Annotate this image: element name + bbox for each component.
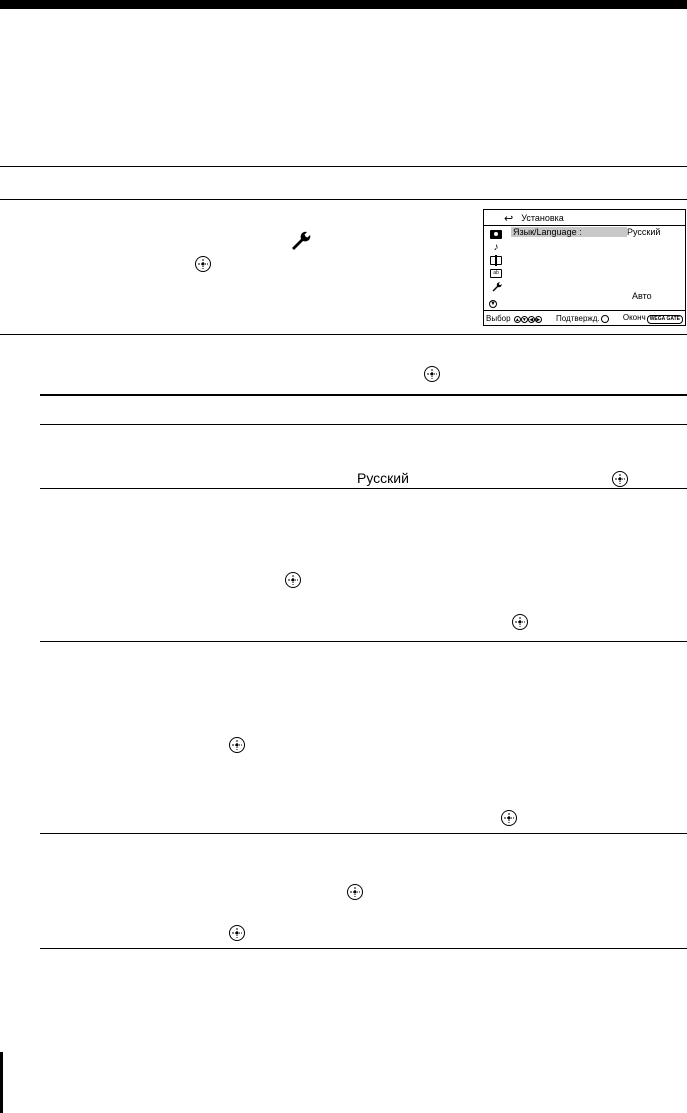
menu-icon-column	[489, 228, 503, 293]
menu-title-row	[504, 212, 564, 224]
menu-divider	[484, 225, 685, 226]
footer-select-label: Выбор	[486, 314, 511, 323]
menu-divider	[484, 310, 685, 311]
table-row-divider	[40, 833, 687, 834]
table-row-divider	[40, 424, 687, 425]
page-header-bar	[0, 0, 687, 9]
wega-gate-button-icon: WEGA GATE	[647, 315, 683, 324]
return-icon: ↩	[504, 212, 514, 225]
enter-button-icon	[229, 925, 245, 941]
menu-footer	[486, 313, 683, 324]
enter-button-icon	[229, 737, 245, 753]
picture-icon	[489, 228, 503, 241]
page-margin-bar	[0, 1052, 3, 1113]
enter-button-icon	[195, 256, 211, 272]
divider	[0, 166, 687, 167]
table-row-divider	[40, 641, 687, 642]
features-icon	[489, 254, 503, 267]
tv-setup-menu-screen	[483, 209, 686, 326]
footer-confirm-label: Подтвержд.	[556, 314, 600, 323]
footer-select	[486, 314, 542, 323]
menu-item-language[interactable]: Язык/Language :	[511, 227, 627, 237]
divider	[0, 334, 687, 335]
scroll-down-icon: ▼	[490, 301, 496, 307]
table-row-divider	[40, 948, 687, 949]
enter-button-icon	[601, 315, 609, 323]
arrow-keys-icon: ▲ ▼ ◀ ▶	[514, 317, 541, 323]
footer-confirm	[556, 314, 609, 323]
enter-button-icon	[612, 471, 628, 487]
footer-exit	[623, 313, 683, 324]
table-header-rule	[40, 394, 687, 396]
enter-button-icon	[347, 884, 363, 900]
enter-button-icon	[501, 810, 517, 826]
teletext-icon: ab	[489, 267, 503, 280]
enter-button-icon	[424, 366, 440, 382]
language-option-text: Русский	[357, 470, 409, 486]
enter-button-icon	[512, 614, 528, 630]
table-row-divider	[40, 488, 687, 489]
footer-exit-label: Оконч	[622, 313, 646, 322]
wrench-icon	[289, 229, 311, 251]
menu-item-value: Авто	[632, 291, 652, 301]
menu-item-language-value: Русский	[627, 227, 661, 237]
setup-wrench-icon	[489, 280, 503, 293]
sound-icon: ♪	[493, 242, 499, 253]
enter-button-icon	[285, 572, 301, 588]
divider	[0, 199, 687, 200]
menu-title: Установка	[521, 213, 564, 223]
